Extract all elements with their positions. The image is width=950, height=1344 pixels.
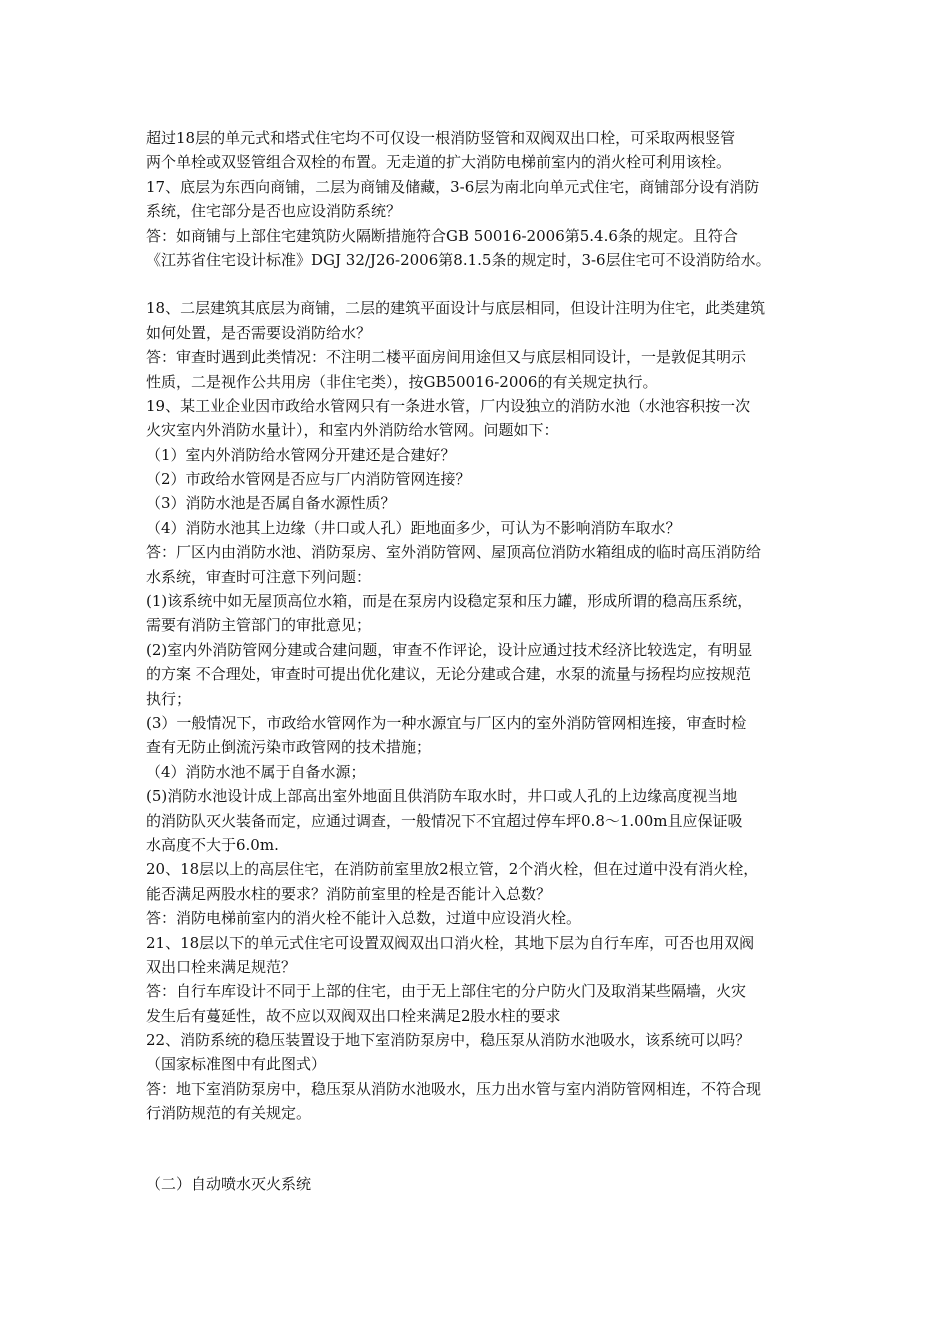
text-line: (3）一般情况下，市政给水管网作为一种水源宜与厂区内的室外消防管网相连接，审查时检 [146,713,747,732]
text-line: (5)消防水池设计成上部高出室外地面且供消防车取水时，井口或人孔的上边缘高度视当地 [146,787,738,806]
text-line: （1）室内外消防给水管网分开建还是合建好？ [146,445,456,464]
text-line: 双出口栓来满足规范？ [146,957,297,976]
text-line: （3）消防水池是否属自备水源性质？ [146,494,396,513]
text-line: 答：厂区内由消防水池、消防泵房、室外消防管网、屋顶高位消防水箱组成的临时高压消防给 [146,543,762,562]
text-line: 行消防规范的有关规定。 [146,1104,312,1123]
text-line: （2）市政给水管网是否应与厂内消防管网连接？ [146,470,471,489]
text-line: （4）消防水池其上边缘（井口或人孔）距地面多少，可认为不影响消防车取水？ [146,518,681,537]
text-line: 性质，二是视作公共用房（非住宅类），按GB50016-2006的有关规定执行。 [146,372,658,391]
text-line: 答：消防电梯前室内的消火栓不能计入总数，过道中应设消火栓。 [146,909,582,928]
text-line: （国家标准图中有此图式） [146,1055,327,1074]
text-line: (2)室内外消防管网分建或合建问题，审查不作评论，设计应通过技术经济比较选定，有明显 [146,640,753,659]
text-line: 能否满足两股水柱的要求？消防前室里的栓是否能计入总数？ [146,884,552,903]
paragraph-block-1 [146,126,826,272]
text-line: 答：自行车库设计不同于上部的住宅，由于无上部住宅的分户防火门及取消某些隔墙，火灾 [146,982,747,1001]
text-line: 的方案 不合理处，审查时可提出优化建议，无论分建或合建，水泵的流量与扬程均应按规范 [146,665,751,684]
text-line: 执行； [146,689,192,708]
text-line: 两个单栓或双竖管组合双栓的布置。无走道的扩大消防电梯前室内的消火栓可利用该栓。 [146,153,732,172]
document-body [146,126,826,1196]
text-line: 发生后有蔓延性，故不应以双阀双出口栓来满足2股水柱的要求 [146,1006,561,1025]
text-line: 的消防队灭火装备而定，应通过调查，一般情况下不宜超过停车坪0.8～1.00m且应保证吸 [146,811,743,830]
text-line: 水系统，审查时可注意下列问题： [146,567,372,586]
text-line: 《江苏省住宅设计标准》DGJ 32/J26-2006第8.1.5条的规定时，3-6层住宅可不设消防给水。 [146,250,771,269]
text-line: 17、底层为东西向商铺，二层为商铺及储藏，3-6层为南北向单元式住宅，商铺部分设有消防 [146,177,760,196]
paragraph-block-2 [146,296,826,1125]
text-line: 超过18层的单元式和塔式住宅均不可仅设一根消防竖管和双阀双出口栓，可采取两根竖管 [146,129,736,147]
text-line: (1)该系统中如无屋顶高位水箱，而是在泵房内设稳定泵和压力罐，形成所谓的稳高压系统， [146,592,753,611]
text-line: 水高度不大于6.0m. [146,835,279,854]
text-line: 系统，住宅部分是否也应设消防系统？ [146,202,402,221]
text-line: 查有无防止倒流污染市政管网的技术措施； [146,738,432,757]
section-gap [146,1126,826,1172]
paragraph-gap [146,272,826,296]
text-line: 21、18层以下的单元式住宅可设置双阀双出口消火栓，其地下层为自行车库，可否也用双阀 [146,933,755,952]
text-line: 答：地下室消防泵房中，稳压泵从消防水池吸水，压力出水管与室内消防管网相连，不符合现 [146,1079,762,1098]
text-line: 19、某工业企业因市政给水管网只有一条进水管，厂内设独立的消防水池（水池容积按一次 [146,396,751,415]
text-line: 20、18层以上的高层住宅，在消防前室里放2根立管，2个消火栓，但在过道中没有消火栓， [146,860,759,879]
section-heading: （二）自动喷水灭火系统 [146,1174,312,1193]
text-line: 需要有消防主管部门的审批意见； [146,616,372,635]
text-line: 答：审查时遇到此类情况：不注明二楼平面房间用途但又与底层相同设计，一是敦促其明示 [146,348,747,367]
text-line: 18、二层建筑其底层为商铺，二层的建筑平面设计与底层相同，但设计注明为住宅，此类建筑 [146,299,766,318]
text-line: 答：如商铺与上部住宅建筑防火隔断措施符合GB 50016-2006第5.4.6条的规定。且符合 [146,226,738,245]
text-line: （4）消防水池不属于自备水源； [146,762,366,781]
text-line: 如何处置，是否需要设消防给水？ [146,323,372,342]
text-line: 22、消防系统的稳压装置设于地下室消防泵房中，稳压泵从消防水池吸水，该系统可以吗？ [146,1031,751,1050]
text-line: 火灾室内外消防水量计），和室内外消防给水管网。问题如下： [146,421,559,440]
